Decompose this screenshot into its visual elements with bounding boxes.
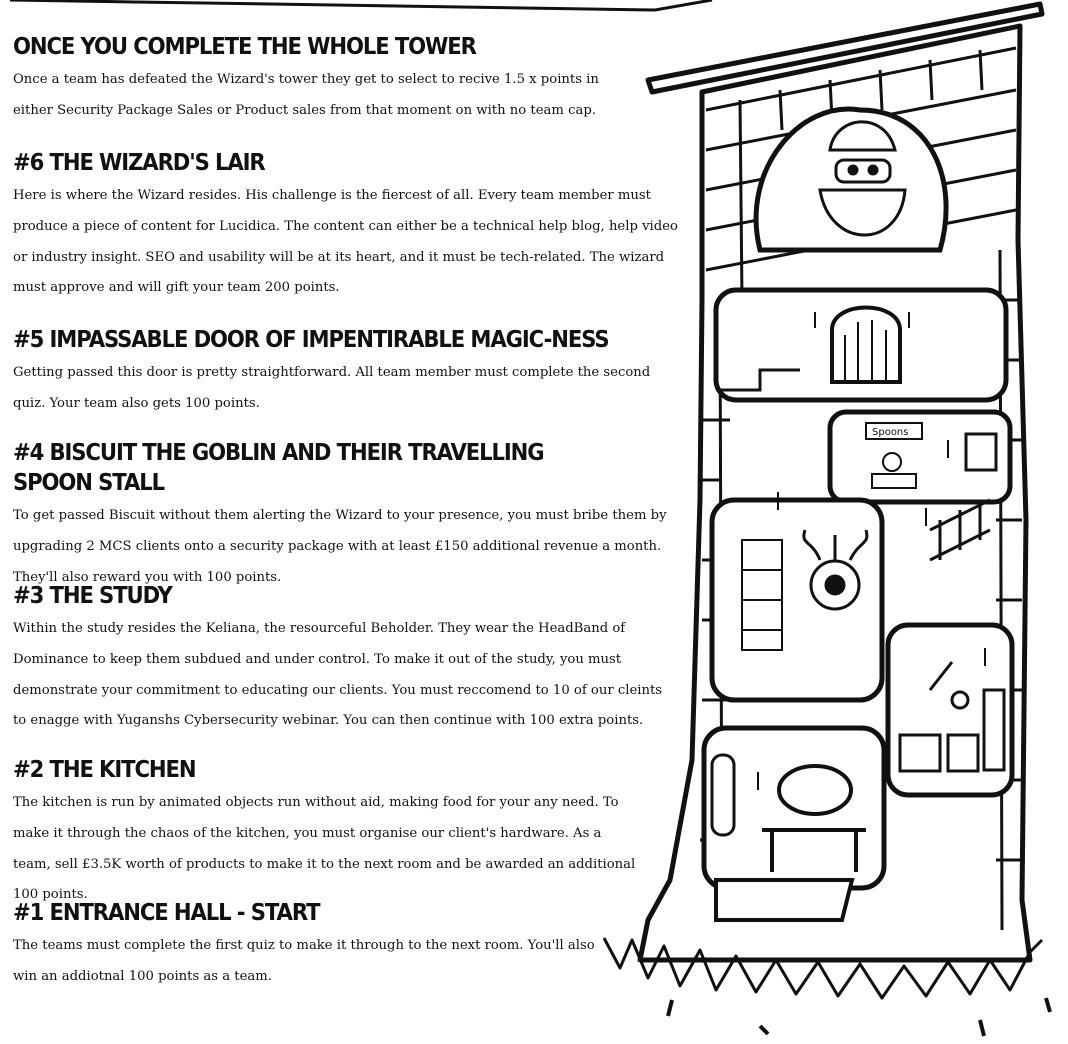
section-heading: #2 THE KITCHEN	[13, 757, 196, 783]
entrance-lamp	[712, 755, 734, 835]
section-heading: #4 BISCUIT THE GOBLIN AND THEIR TRAVELLING SPOON STALL	[13, 440, 544, 496]
mug-frame	[966, 434, 996, 470]
section-the-kitchen	[13, 755, 678, 911]
spoons-sign: Spoons	[872, 427, 909, 438]
section-biscuit-goblin	[13, 438, 678, 593]
section-body: Here is where the Wizard resides. His challenge is the fiercest of all. Every team member must produce a piece of content for Lucidica. The content can either be a technical help blog, help video or industry insight. SEO and usability will be at its heart, and it must be tech-related. The wizard must approve and will gift your team 200 points.	[13, 188, 678, 296]
section-body: The teams must complete the first quiz to make it through to the next room. You'll also win an addiotnal 100 points as a team.	[13, 938, 595, 984]
section-impassable-door	[13, 325, 678, 420]
section-heading: ONCE YOU COMPLETE THE WHOLE TOWER	[13, 34, 476, 60]
section-body: Getting passed this door is pretty straightforward. All team member must complete the second quiz. Your team also gets 100 points.	[13, 365, 651, 411]
rug	[716, 880, 852, 920]
section-body: Once a team has defeated the Wizard's tower they get to select to recive 1.5 x points in either Security Package Sales or Product sales from that moment on with no team cap.	[13, 72, 599, 118]
section-body: The kitchen is run by animated objects run without aid, making food for your any need. To make it through the chaos of the kitchen, you must organise our client's hardware. As a team, sell £3.5K worth of products to make it to the next room and be awarded an additional 100 points.	[13, 795, 636, 903]
section-body: To get passed Biscuit without them alerting the Wizard to your presence, you must bribe them by upgrading 2 MCS clients onto a security package with at least £150 additional revenue a month. They'll also reward you with 100 points.	[13, 508, 667, 585]
mirror	[779, 766, 851, 814]
arched-door	[832, 308, 900, 383]
section-heading: #5 IMPASSABLE DOOR OF IMPENTIRABLE MAGIC-NESS	[13, 327, 609, 353]
section-whole-tower	[13, 32, 678, 127]
section-entrance-hall	[13, 898, 678, 993]
study-room	[712, 500, 882, 700]
section-heading: #3 THE STUDY	[13, 583, 172, 609]
ground-marks	[668, 998, 1050, 1036]
section-body: Within the study resides the Keliana, the resourceful Beholder. They wear the HeadBand of Dominance to keep them subdued and under control. To make it out of the study, you must demonstrate your commitment to educating our clients. You must reccomend to 10 of our cleints to enagge with Yuganshs Cybersecurity webinar. You can then continue with 100 extra points.	[13, 621, 663, 729]
tower-illustration	[598, 0, 1068, 1044]
section-wizards-lair	[13, 148, 678, 304]
section-heading: #1 ENTRANCE HALL - START	[13, 900, 320, 926]
section-the-study	[13, 581, 678, 737]
section-heading: #6 THE WIZARD'S LAIR	[13, 150, 265, 176]
